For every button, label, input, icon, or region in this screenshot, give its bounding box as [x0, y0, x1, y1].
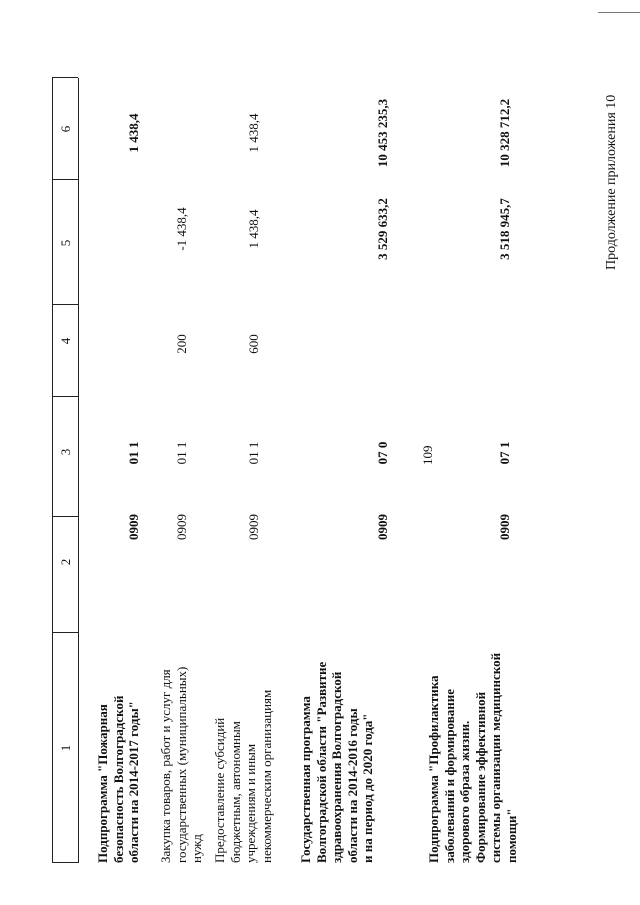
- row-target: 01 1: [246, 441, 261, 465]
- row-change: -1 438,4: [174, 207, 189, 251]
- row-total: 10 328 712,2: [497, 98, 512, 168]
- column-divider: [52, 179, 78, 180]
- row-target: 07 0: [375, 441, 390, 465]
- row-code: 0909: [126, 514, 141, 540]
- column-divider: [52, 862, 78, 863]
- row-code: 0909: [246, 514, 261, 540]
- row-change: 3 529 633,2: [375, 198, 390, 260]
- row-target: 01 1: [126, 441, 141, 465]
- column-divider: [52, 396, 78, 397]
- row-total: 1 438,4: [246, 113, 261, 153]
- header-bottom-border: [78, 78, 79, 863]
- column-header: 5: [58, 239, 73, 247]
- appendix-note: Продолжение приложения 10: [604, 94, 619, 270]
- column-divider: [52, 516, 78, 517]
- row-change: 1 438,4: [246, 209, 261, 249]
- column-header: 2: [58, 558, 73, 566]
- row-code: 0909: [375, 514, 390, 540]
- column-divider: [52, 77, 78, 78]
- row-total: 1 438,4: [126, 113, 141, 153]
- column-header: 4: [58, 337, 73, 345]
- column-divider: [52, 304, 78, 305]
- column-divider: [52, 632, 78, 633]
- column-header: 3: [58, 448, 73, 456]
- row-total: 10 453 235,3: [375, 98, 390, 168]
- row-description: Подпрограмма "Профилактика заболеваний и формирование здорового образа жизни. Формирование эффективной системы организации медицинской помощи": [426, 652, 519, 863]
- page-number: 109: [420, 445, 435, 465]
- row-target: 01 1: [174, 441, 189, 465]
- column-header: 6: [58, 125, 73, 133]
- row-change: 3 518 945,7: [497, 198, 512, 260]
- row-description: Подпрограмма "Пожарная безопасность Волгоградской области на 2014-2017 годы": [95, 695, 142, 863]
- row-description: Предоставление субсидий бюджетным, автономным учреждениям и иным некоммерческим организациям: [212, 689, 274, 863]
- row-type: 600: [246, 334, 261, 354]
- table-top-border: [52, 78, 53, 863]
- row-code: 0909: [174, 514, 189, 540]
- row-description: Государственная программа Волгоградской области "Развитие здравоохранения Волгоградской области на 2014-2016 годы и на период до 2020 года": [298, 661, 376, 863]
- row-type: 200: [174, 334, 189, 354]
- row-target: 07 1: [497, 441, 512, 465]
- row-description: Закупка товаров, работ и услуг для государственных (муниципальных) нужд: [158, 666, 205, 863]
- column-header: 1: [58, 744, 73, 752]
- row-code: 0909: [497, 514, 512, 540]
